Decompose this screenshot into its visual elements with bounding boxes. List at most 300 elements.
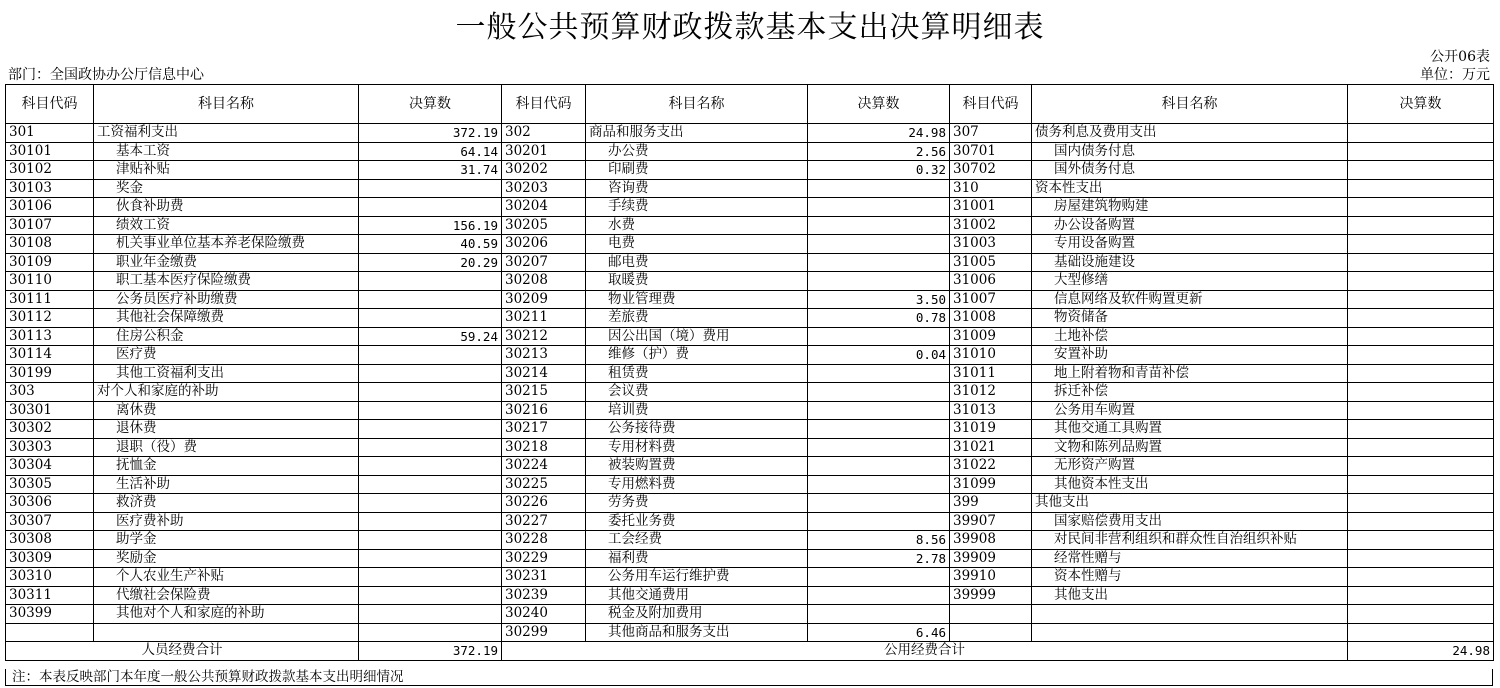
amount-cell-2: 2.78 — [808, 549, 950, 568]
amount-cell-2 — [808, 179, 950, 198]
name-cell-3: 公务用车购置 — [1032, 401, 1348, 420]
amount-cell-2 — [808, 457, 950, 476]
table-row — [6, 309, 1494, 328]
code-cell-1: 30310 — [6, 568, 94, 587]
amount-cell-2 — [808, 512, 950, 531]
code-cell-1: 30306 — [6, 494, 94, 513]
code-cell-3: 39908 — [950, 531, 1032, 550]
table-row — [6, 438, 1494, 457]
table-row — [6, 364, 1494, 383]
amount-cell-2 — [808, 364, 950, 383]
header-name-2: 科目名称 — [586, 85, 808, 124]
code-cell-1: 30103 — [6, 179, 94, 198]
name-cell-1: 奖金 — [94, 179, 359, 198]
name-cell-1: 离休费 — [94, 401, 359, 420]
code-cell-3: 31010 — [950, 346, 1032, 365]
form-number: 公开06表 — [1430, 49, 1490, 65]
name-cell-1: 职工基本医疗保险缴费 — [94, 272, 359, 291]
code-cell-1: 30311 — [6, 586, 94, 605]
code-cell-3: 39909 — [950, 549, 1032, 568]
table-row — [6, 179, 1494, 198]
code-cell-3: 31022 — [950, 457, 1032, 476]
name-cell-2: 邮电费 — [586, 253, 808, 272]
amount-cell-1 — [359, 586, 502, 605]
code-cell-2: 30231 — [502, 568, 586, 587]
name-cell-3: 国内债务付息 — [1032, 142, 1348, 161]
name-cell-2: 劳务费 — [586, 494, 808, 513]
name-cell-1: 救济费 — [94, 494, 359, 513]
name-cell-3: 专用设备购置 — [1032, 235, 1348, 254]
amount-cell-1 — [359, 549, 502, 568]
table-row — [6, 494, 1494, 513]
code-cell-3: 31002 — [950, 216, 1032, 235]
code-cell-2: 30209 — [502, 290, 586, 309]
amount-cell-1 — [359, 494, 502, 513]
code-cell-2: 30224 — [502, 457, 586, 476]
code-cell-2: 30206 — [502, 235, 586, 254]
amount-cell-3 — [1348, 272, 1494, 291]
amount-cell-1 — [359, 346, 502, 365]
code-cell-2: 30215 — [502, 383, 586, 402]
table-row — [6, 346, 1494, 365]
code-cell-3: 30701 — [950, 142, 1032, 161]
table-row — [6, 568, 1494, 587]
amount-cell-2: 0.32 — [808, 161, 950, 180]
table-row — [6, 327, 1494, 346]
code-cell-1: 30101 — [6, 142, 94, 161]
header-amount-1: 决算数 — [359, 85, 502, 124]
amount-cell-3 — [1348, 198, 1494, 217]
name-cell-1: 工资福利支出 — [94, 124, 359, 143]
amount-cell-2: 6.46 — [808, 623, 950, 642]
amount-cell-3 — [1348, 124, 1494, 143]
code-cell-1: 30301 — [6, 401, 94, 420]
code-cell-1: 301 — [6, 124, 94, 143]
name-cell-2: 福利费 — [586, 549, 808, 568]
totals-row — [6, 642, 1494, 661]
code-cell-1: 30114 — [6, 346, 94, 365]
name-cell-1: 住房公积金 — [94, 327, 359, 346]
name-cell-2: 因公出国（境）费用 — [586, 327, 808, 346]
amount-cell-1: 372.19 — [359, 124, 502, 143]
amount-cell-1 — [359, 512, 502, 531]
amount-cell-2 — [808, 327, 950, 346]
amount-cell-2 — [808, 420, 950, 439]
code-cell-3: 307 — [950, 124, 1032, 143]
amount-cell-2: 24.98 — [808, 124, 950, 143]
code-cell-2: 30201 — [502, 142, 586, 161]
name-cell-3: 办公设备购置 — [1032, 216, 1348, 235]
table-body — [6, 124, 1494, 642]
code-cell-2: 30218 — [502, 438, 586, 457]
code-cell-1: 30102 — [6, 161, 94, 180]
footnote: 注：本表反映部门本年度一般公共预算财政拨款基本支出明细情况 — [5, 669, 1493, 686]
name-cell-3: 其他支出 — [1032, 494, 1348, 513]
table-row — [6, 586, 1494, 605]
table-row — [6, 531, 1494, 550]
name-cell-3 — [1032, 623, 1348, 642]
code-cell-2: 30208 — [502, 272, 586, 291]
amount-cell-1 — [359, 531, 502, 550]
amount-cell-3 — [1348, 216, 1494, 235]
code-cell-2: 30207 — [502, 253, 586, 272]
amount-cell-1 — [359, 179, 502, 198]
code-cell-1: 30112 — [6, 309, 94, 328]
amount-cell-1 — [359, 198, 502, 217]
amount-cell-1 — [359, 568, 502, 587]
code-cell-2: 30240 — [502, 605, 586, 624]
code-cell-1: 30109 — [6, 253, 94, 272]
name-cell-1: 绩效工资 — [94, 216, 359, 235]
amount-cell-3 — [1348, 142, 1494, 161]
name-cell-2: 公务用车运行维护费 — [586, 568, 808, 587]
name-cell-2: 手续费 — [586, 198, 808, 217]
name-cell-2: 其他商品和服务支出 — [586, 623, 808, 642]
amount-cell-2 — [808, 568, 950, 587]
code-cell-1: 30113 — [6, 327, 94, 346]
code-cell-3: 39999 — [950, 586, 1032, 605]
code-cell-2: 30204 — [502, 198, 586, 217]
public-total-label: 公用经费合计 — [502, 642, 1348, 661]
amount-cell-1: 64.14 — [359, 142, 502, 161]
name-cell-3: 国外债务付息 — [1032, 161, 1348, 180]
name-cell-1: 机关事业单位基本养老保险缴费 — [94, 235, 359, 254]
amount-cell-3 — [1348, 364, 1494, 383]
code-cell-1: 30309 — [6, 549, 94, 568]
code-cell-1: 30111 — [6, 290, 94, 309]
name-cell-2: 其他交通费用 — [586, 586, 808, 605]
table-row — [6, 605, 1494, 624]
table-row — [6, 272, 1494, 291]
amount-cell-3 — [1348, 494, 1494, 513]
name-cell-2: 物业管理费 — [586, 290, 808, 309]
name-cell-2: 取暖费 — [586, 272, 808, 291]
header-code-1: 科目代码 — [6, 85, 94, 124]
amount-cell-1 — [359, 605, 502, 624]
unit-label: 单位：万元 — [1420, 67, 1490, 83]
amount-cell-2: 0.78 — [808, 309, 950, 328]
amount-cell-3 — [1348, 235, 1494, 254]
name-cell-2: 咨询费 — [586, 179, 808, 198]
name-cell-3: 地上附着物和青苗补偿 — [1032, 364, 1348, 383]
code-cell-1: 30106 — [6, 198, 94, 217]
amount-cell-2: 8.56 — [808, 531, 950, 550]
name-cell-3: 安置补助 — [1032, 346, 1348, 365]
name-cell-2: 培训费 — [586, 401, 808, 420]
table-row — [6, 623, 1494, 642]
name-cell-3: 房屋建筑物购建 — [1032, 198, 1348, 217]
name-cell-2: 被装购置费 — [586, 457, 808, 476]
code-cell-3: 39907 — [950, 512, 1032, 531]
amount-cell-3 — [1348, 512, 1494, 531]
header-row — [6, 85, 1494, 124]
amount-cell-3 — [1348, 327, 1494, 346]
code-cell-3: 31005 — [950, 253, 1032, 272]
name-cell-2: 专用燃料费 — [586, 475, 808, 494]
name-cell-1: 其他社会保障缴费 — [94, 309, 359, 328]
name-cell-3: 其他支出 — [1032, 586, 1348, 605]
amount-cell-2 — [808, 494, 950, 513]
code-cell-3: 31011 — [950, 364, 1032, 383]
name-cell-1: 退职（役）费 — [94, 438, 359, 457]
code-cell-3: 31099 — [950, 475, 1032, 494]
amount-cell-3 — [1348, 383, 1494, 402]
table-row — [6, 475, 1494, 494]
personnel-total-label: 人员经费合计 — [6, 642, 359, 661]
name-cell-2: 专用材料费 — [586, 438, 808, 457]
table-row — [6, 512, 1494, 531]
personnel-total-value: 372.19 — [359, 642, 502, 661]
amount-cell-3 — [1348, 605, 1494, 624]
name-cell-3: 对民间非营利组织和群众性自治组织补贴 — [1032, 531, 1348, 550]
name-cell-1: 其他对个人和家庭的补助 — [94, 605, 359, 624]
name-cell-1: 基本工资 — [94, 142, 359, 161]
table-row — [6, 383, 1494, 402]
table-row — [6, 216, 1494, 235]
table-row — [6, 161, 1494, 180]
code-cell-3: 30702 — [950, 161, 1032, 180]
amount-cell-2 — [808, 198, 950, 217]
amount-cell-2 — [808, 383, 950, 402]
header-amount-3: 决算数 — [1348, 85, 1494, 124]
code-cell-1: 30307 — [6, 512, 94, 531]
amount-cell-1 — [359, 401, 502, 420]
name-cell-3: 资本性赠与 — [1032, 568, 1348, 587]
name-cell-1: 职业年金缴费 — [94, 253, 359, 272]
code-cell-1 — [6, 623, 94, 642]
name-cell-2: 维修（护）费 — [586, 346, 808, 365]
amount-cell-1: 59.24 — [359, 327, 502, 346]
amount-cell-3 — [1348, 457, 1494, 476]
amount-cell-3 — [1348, 253, 1494, 272]
amount-cell-3 — [1348, 346, 1494, 365]
code-cell-2: 30217 — [502, 420, 586, 439]
amount-cell-2 — [808, 586, 950, 605]
name-cell-3: 物资储备 — [1032, 309, 1348, 328]
code-cell-2: 30213 — [502, 346, 586, 365]
expenditure-table — [5, 84, 1494, 661]
name-cell-2: 印刷费 — [586, 161, 808, 180]
amount-cell-3 — [1348, 438, 1494, 457]
name-cell-3: 文物和陈列品购置 — [1032, 438, 1348, 457]
code-cell-2: 30202 — [502, 161, 586, 180]
name-cell-1: 对个人和家庭的补助 — [94, 383, 359, 402]
table-row — [6, 142, 1494, 161]
code-cell-1: 30305 — [6, 475, 94, 494]
department-label: 部门：全国政协办公厅信息中心 — [8, 67, 204, 83]
name-cell-2: 商品和服务支出 — [586, 124, 808, 143]
amount-cell-2: 3.50 — [808, 290, 950, 309]
code-cell-2: 30211 — [502, 309, 586, 328]
header-name-3: 科目名称 — [1032, 85, 1348, 124]
name-cell-1: 助学金 — [94, 531, 359, 550]
table-row — [6, 198, 1494, 217]
name-cell-1: 公务员医疗补助缴费 — [94, 290, 359, 309]
code-cell-3: 31013 — [950, 401, 1032, 420]
amount-cell-2 — [808, 272, 950, 291]
amount-cell-3 — [1348, 309, 1494, 328]
code-cell-1: 30308 — [6, 531, 94, 550]
name-cell-2: 公务接待费 — [586, 420, 808, 439]
amount-cell-1: 156.19 — [359, 216, 502, 235]
amount-cell-2 — [808, 216, 950, 235]
name-cell-3: 其他交通工具购置 — [1032, 420, 1348, 439]
name-cell-3: 国家赔偿费用支出 — [1032, 512, 1348, 531]
name-cell-1: 退休费 — [94, 420, 359, 439]
name-cell-1: 生活补助 — [94, 475, 359, 494]
amount-cell-3 — [1348, 401, 1494, 420]
code-cell-3: 31012 — [950, 383, 1032, 402]
header-amount-2: 决算数 — [808, 85, 950, 124]
amount-cell-1 — [359, 383, 502, 402]
name-cell-1: 伙食补助费 — [94, 198, 359, 217]
name-cell-2: 租赁费 — [586, 364, 808, 383]
name-cell-1: 医疗费 — [94, 346, 359, 365]
table-row — [6, 401, 1494, 420]
amount-cell-3 — [1348, 623, 1494, 642]
name-cell-3: 基础设施建设 — [1032, 253, 1348, 272]
code-cell-3: 399 — [950, 494, 1032, 513]
name-cell-2: 差旅费 — [586, 309, 808, 328]
amount-cell-2: 0.04 — [808, 346, 950, 365]
amount-cell-3 — [1348, 549, 1494, 568]
code-cell-2: 30212 — [502, 327, 586, 346]
name-cell-2: 会议费 — [586, 383, 808, 402]
code-cell-3: 39910 — [950, 568, 1032, 587]
code-cell-2: 30227 — [502, 512, 586, 531]
name-cell-3: 资本性支出 — [1032, 179, 1348, 198]
amount-cell-1 — [359, 475, 502, 494]
code-cell-1: 30304 — [6, 457, 94, 476]
table-row — [6, 124, 1494, 143]
code-cell-1: 303 — [6, 383, 94, 402]
amount-cell-2 — [808, 235, 950, 254]
amount-cell-3 — [1348, 586, 1494, 605]
name-cell-1: 津贴补贴 — [94, 161, 359, 180]
amount-cell-3 — [1348, 531, 1494, 550]
amount-cell-3 — [1348, 475, 1494, 494]
page-title: 一般公共预算财政拨款基本支出决算明细表 — [455, 10, 1045, 45]
code-cell-2: 30239 — [502, 586, 586, 605]
amount-cell-1 — [359, 272, 502, 291]
code-cell-2: 30228 — [502, 531, 586, 550]
header-name-1: 科目名称 — [94, 85, 359, 124]
code-cell-3: 31007 — [950, 290, 1032, 309]
name-cell-1 — [94, 623, 359, 642]
amount-cell-1: 40.59 — [359, 235, 502, 254]
code-cell-3: 31001 — [950, 198, 1032, 217]
code-cell-1: 30302 — [6, 420, 94, 439]
name-cell-2: 工会经费 — [586, 531, 808, 550]
amount-cell-3 — [1348, 290, 1494, 309]
name-cell-1: 其他工资福利支出 — [94, 364, 359, 383]
code-cell-3: 31021 — [950, 438, 1032, 457]
name-cell-3: 无形资产购置 — [1032, 457, 1348, 476]
amount-cell-1 — [359, 420, 502, 439]
amount-cell-1 — [359, 364, 502, 383]
name-cell-2: 委托业务费 — [586, 512, 808, 531]
amount-cell-1 — [359, 290, 502, 309]
name-cell-3: 债务利息及费用支出 — [1032, 124, 1348, 143]
name-cell-2: 水费 — [586, 216, 808, 235]
header-code-3: 科目代码 — [950, 85, 1032, 124]
name-cell-2: 电费 — [586, 235, 808, 254]
code-cell-3: 310 — [950, 179, 1032, 198]
amount-cell-1 — [359, 623, 502, 642]
amount-cell-1 — [359, 438, 502, 457]
table-row — [6, 235, 1494, 254]
name-cell-3: 其他资本性支出 — [1032, 475, 1348, 494]
name-cell-3: 信息网络及软件购置更新 — [1032, 290, 1348, 309]
code-cell-3: 31003 — [950, 235, 1032, 254]
code-cell-2: 30214 — [502, 364, 586, 383]
name-cell-1: 抚恤金 — [94, 457, 359, 476]
header-code-2: 科目代码 — [502, 85, 586, 124]
amount-cell-2 — [808, 605, 950, 624]
amount-cell-3 — [1348, 179, 1494, 198]
table-row — [6, 549, 1494, 568]
amount-cell-2 — [808, 438, 950, 457]
amount-cell-1: 20.29 — [359, 253, 502, 272]
code-cell-1: 30108 — [6, 235, 94, 254]
code-cell-3: 31009 — [950, 327, 1032, 346]
amount-cell-1: 31.74 — [359, 161, 502, 180]
code-cell-1: 30199 — [6, 364, 94, 383]
code-cell-2: 30203 — [502, 179, 586, 198]
code-cell-2: 30299 — [502, 623, 586, 642]
name-cell-1: 个人农业生产补贴 — [94, 568, 359, 587]
table-row — [6, 457, 1494, 476]
code-cell-1: 30107 — [6, 216, 94, 235]
amount-cell-2 — [808, 401, 950, 420]
code-cell-2: 30205 — [502, 216, 586, 235]
amount-cell-2 — [808, 475, 950, 494]
code-cell-2: 30229 — [502, 549, 586, 568]
name-cell-3: 经常性赠与 — [1032, 549, 1348, 568]
table-row — [6, 420, 1494, 439]
code-cell-3: 31019 — [950, 420, 1032, 439]
name-cell-1: 奖励金 — [94, 549, 359, 568]
amount-cell-3 — [1348, 420, 1494, 439]
amount-cell-1 — [359, 457, 502, 476]
code-cell-1: 30110 — [6, 272, 94, 291]
code-cell-3: 31006 — [950, 272, 1032, 291]
amount-cell-3 — [1348, 568, 1494, 587]
code-cell-1: 30303 — [6, 438, 94, 457]
public-total-value: 24.98 — [1348, 642, 1494, 661]
amount-cell-2: 2.56 — [808, 142, 950, 161]
code-cell-2: 302 — [502, 124, 586, 143]
code-cell-3 — [950, 623, 1032, 642]
code-cell-3 — [950, 605, 1032, 624]
name-cell-2: 办公费 — [586, 142, 808, 161]
amount-cell-3 — [1348, 161, 1494, 180]
amount-cell-1 — [359, 309, 502, 328]
name-cell-3: 大型修缮 — [1032, 272, 1348, 291]
table-row — [6, 253, 1494, 272]
code-cell-2: 30225 — [502, 475, 586, 494]
code-cell-3: 31008 — [950, 309, 1032, 328]
name-cell-2: 税金及附加费用 — [586, 605, 808, 624]
name-cell-1: 医疗费补助 — [94, 512, 359, 531]
code-cell-2: 30226 — [502, 494, 586, 513]
amount-cell-2 — [808, 253, 950, 272]
table-row — [6, 290, 1494, 309]
code-cell-1: 30399 — [6, 605, 94, 624]
name-cell-3 — [1032, 605, 1348, 624]
name-cell-3: 土地补偿 — [1032, 327, 1348, 346]
name-cell-1: 代缴社会保险费 — [94, 586, 359, 605]
